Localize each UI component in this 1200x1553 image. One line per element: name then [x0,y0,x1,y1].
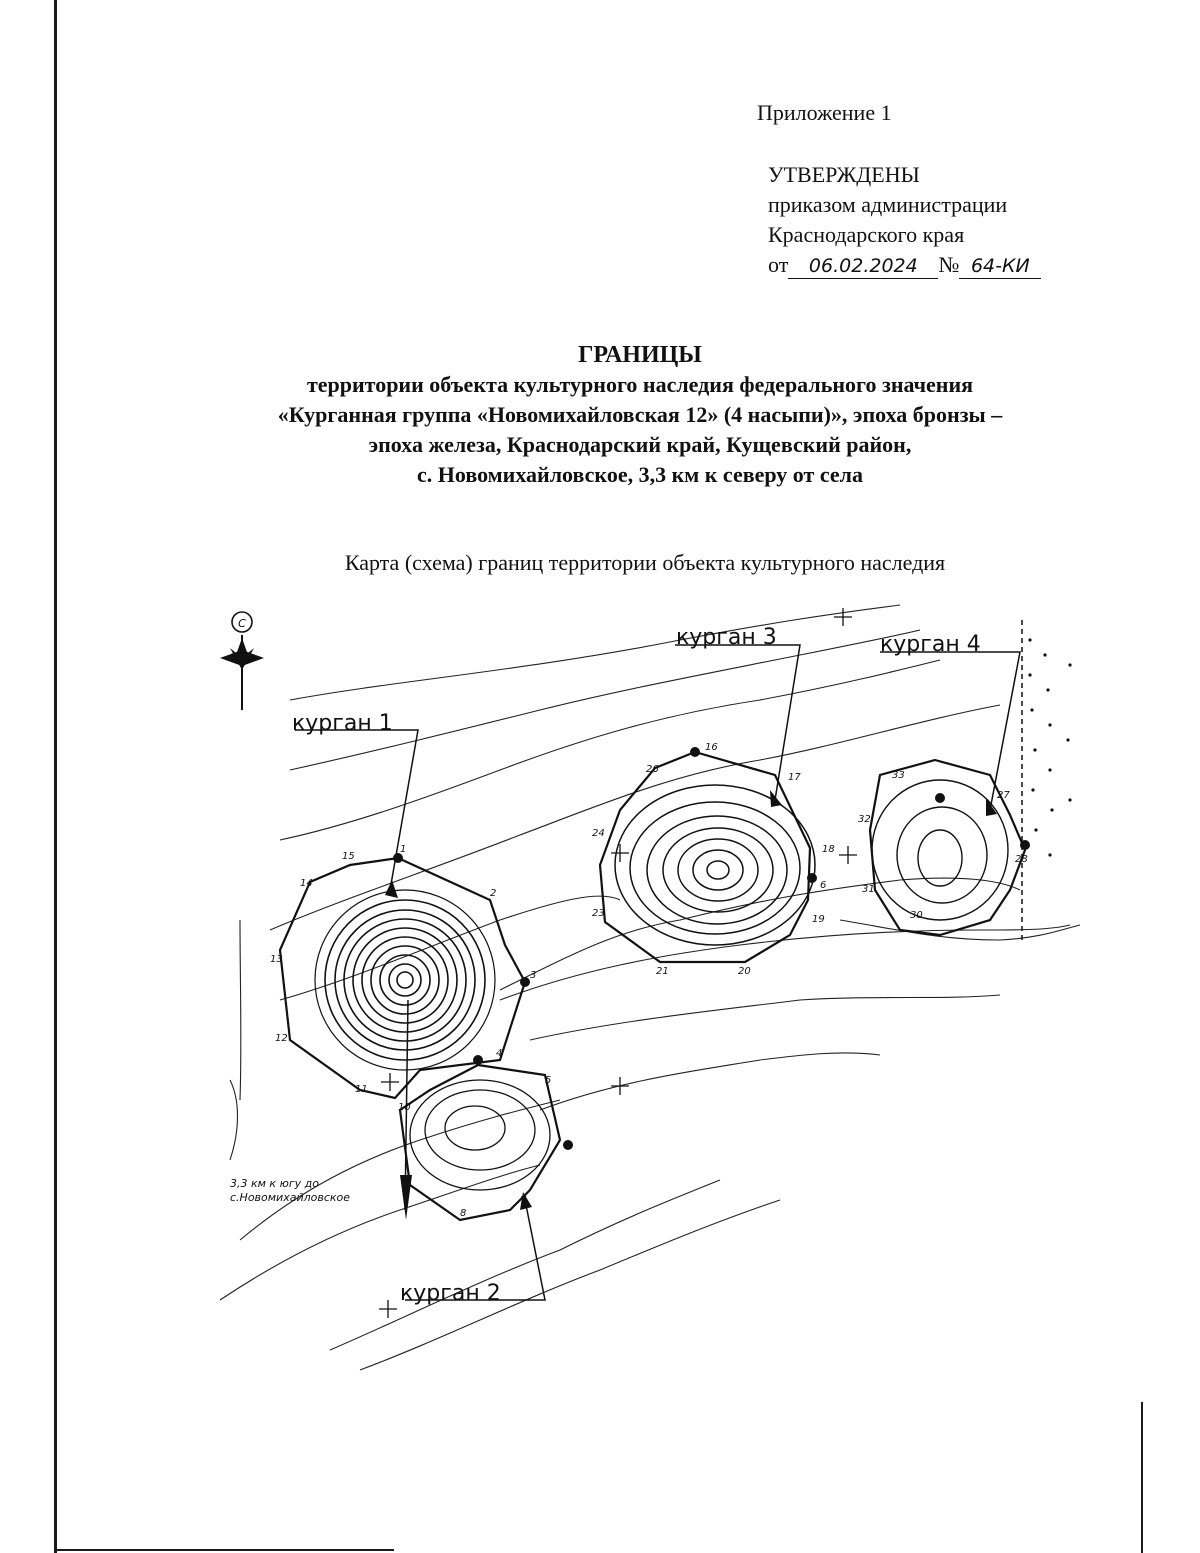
point-number: 10 [398,1102,411,1113]
point-number: 30 [910,910,923,921]
handwritten-date: 06.02.2024 [788,254,938,279]
point-number: 11 [355,1084,368,1095]
label-kurgan-3: курган 3 [676,625,777,650]
label-kurgan-2: курган 2 [400,1281,501,1306]
point-number: 8 [460,1208,467,1219]
point-number: 28 [1015,854,1028,865]
scan-edge-bottom [54,1549,394,1551]
document-title [150,340,1130,490]
grid-crosses [379,608,857,1318]
title-line-2: «Курганная группа «Новомихайловская 12» (4 насыпи)», эпоха бронзы – [277,402,1003,427]
point-number: 20 [738,966,751,977]
point-number: 13 [270,954,283,965]
arrowheads [385,790,997,1220]
label-kurgan-4: курган 4 [880,632,981,657]
scan-edge-left [54,0,57,1553]
point-number: 32 [858,814,871,825]
point-number: 6 [820,880,827,891]
point-number: 5 [545,1075,552,1086]
kurgan-2-mound [410,1080,550,1190]
point-number: 19 [812,914,825,925]
point-number: 26 [646,764,659,775]
compass-letter: С [238,617,246,630]
point-number: 21 [656,966,669,977]
appendix-label: Приложение 1 [757,100,892,125]
kurgan-1-boundary [280,858,525,1098]
map-labels [230,625,981,1306]
kurgan-4-boundary [870,760,1025,935]
approval-title: УТВЕРЖДЕНЫ [768,162,920,187]
date-prefix: от [768,252,789,277]
approval-line2: Краснодарского края [768,222,965,247]
point-number: 18 [822,844,835,855]
map-caption: Карта (схема) границ территории объекта культурного наследия [344,550,946,575]
scan-edge-right [1141,1402,1143,1553]
point-number: 15 [342,851,355,862]
approval-line1: приказом администрации [768,192,1008,217]
north-arrow-icon [220,635,264,710]
title-line-3: эпоха железа, Краснодарский край, Кущевский район, [368,432,912,457]
point-number: 27 [997,790,1010,801]
point-number: 14 [300,878,313,889]
handwritten-number: 64-КИ [959,254,1041,279]
point-numbers [270,742,1028,1219]
approval-date-line [768,250,1041,280]
boundary-map [200,600,1100,1380]
compass [220,612,264,710]
distance-line-2: с.Новомихайловское [230,1191,351,1204]
forest-dots [1028,638,1071,856]
title-line-4: с. Новомихайловское, 3,3 км к северу от села [417,462,863,487]
distance-line-1: 3,3 км к югу до [230,1177,319,1190]
point-number: 4 [496,1048,503,1059]
point-number: 24 [592,828,605,839]
point-number: 33 [892,770,905,781]
point-number: 7 [520,1195,527,1206]
label-kurgan-1: курган 1 [292,711,393,736]
map-svg [200,600,1100,1380]
approval-block [768,160,1041,280]
point-number: 17 [788,772,801,783]
point-number: 31 [862,884,875,895]
title-heading: ГРАНИЦЫ [578,342,702,368]
point-number: 1 [400,844,407,855]
point-number: 23 [592,908,605,919]
point-number: 16 [705,742,718,753]
title-line-1: территории объекта культурного наследия федерального значения [306,372,974,397]
point-number: 12 [275,1033,288,1044]
kurgan-3-mound [615,785,815,945]
kurgan-2-boundary [400,1065,560,1220]
point-number: 2 [490,888,497,899]
point-number: 3 [530,970,537,981]
number-prefix: № [938,252,960,277]
